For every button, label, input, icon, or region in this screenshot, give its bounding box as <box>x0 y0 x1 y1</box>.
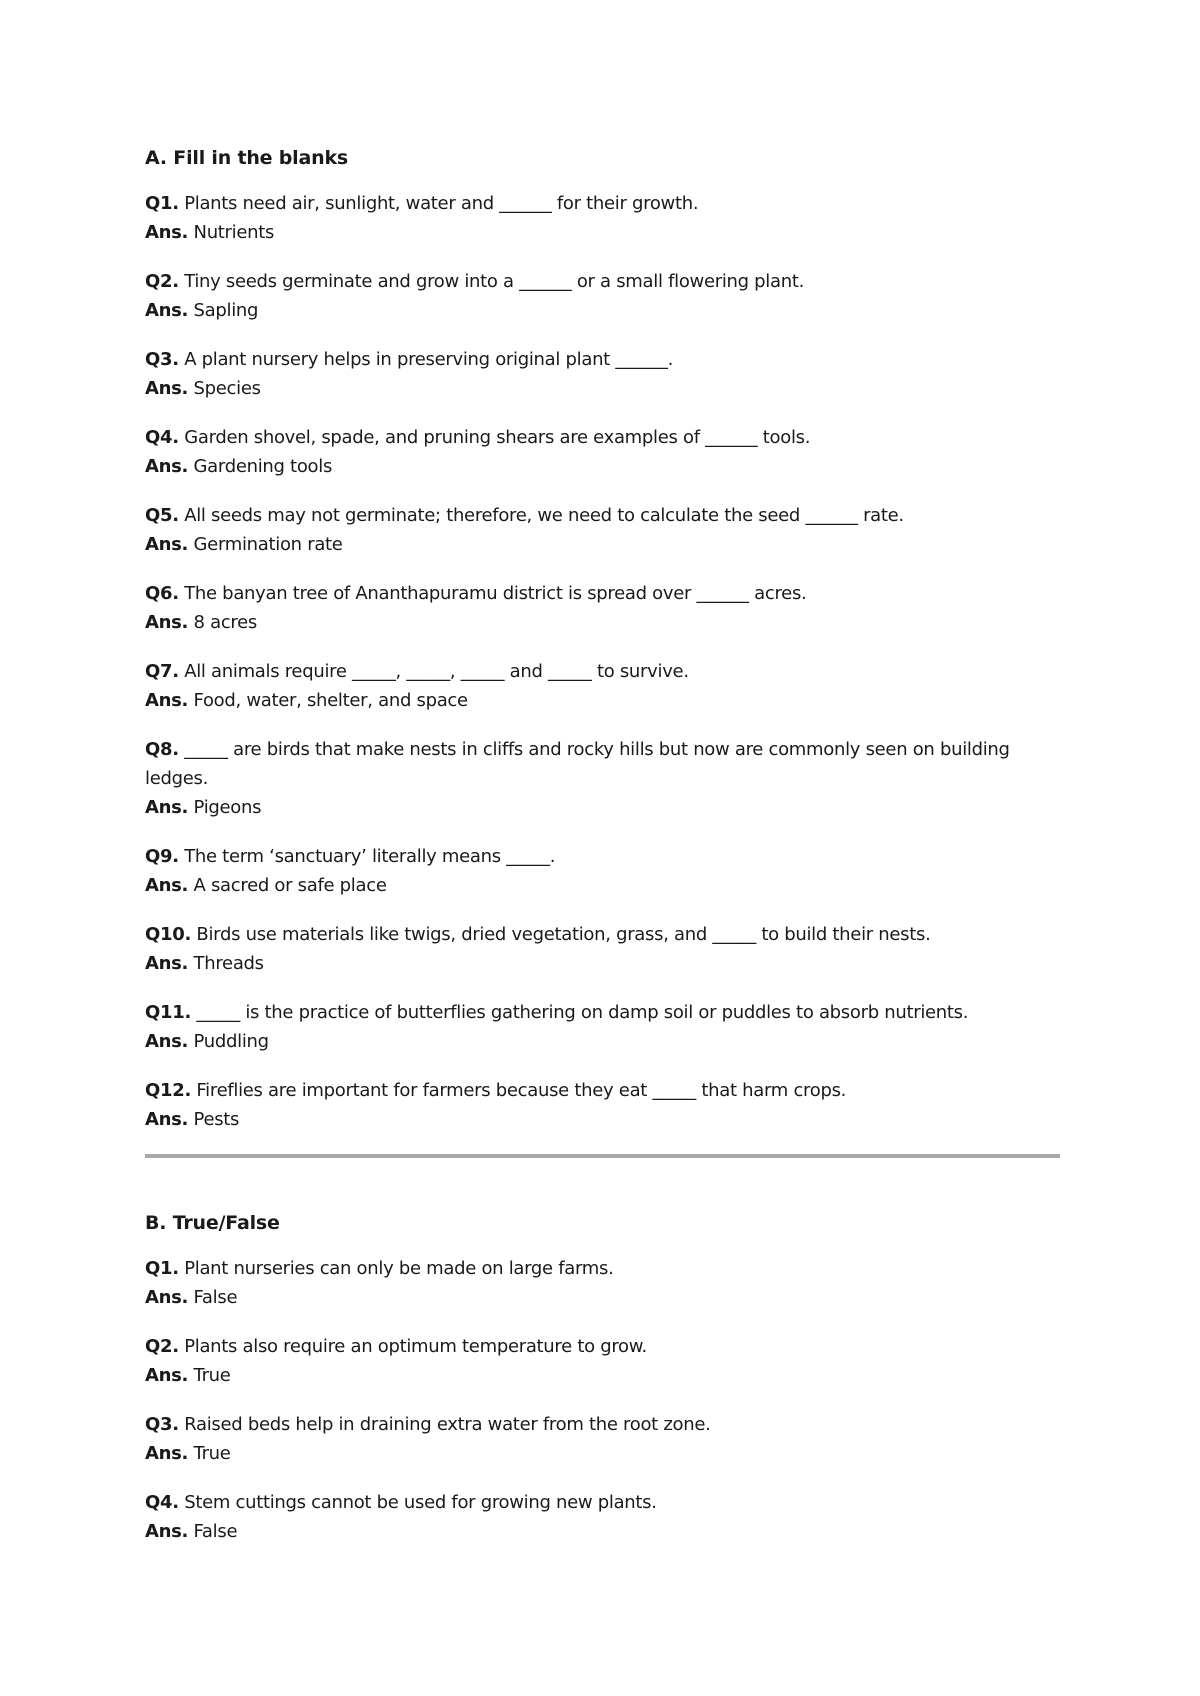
question-line <box>145 189 1060 218</box>
question-item <box>145 842 1060 900</box>
answer-line <box>145 871 1060 900</box>
answer-line <box>145 1105 1060 1134</box>
answer-label: Ans. <box>145 456 189 477</box>
question-line <box>145 735 1060 793</box>
question-label: Q1. <box>145 193 179 214</box>
question-line <box>145 1076 1060 1105</box>
question-label: Q6. <box>145 583 179 604</box>
question-item <box>145 189 1060 247</box>
answer-line <box>145 949 1060 978</box>
answer-line <box>145 608 1060 637</box>
question-item <box>145 657 1060 715</box>
answer-label: Ans. <box>145 1521 189 1542</box>
answer-text: True <box>193 1365 231 1386</box>
answer-line <box>145 686 1060 715</box>
section-title: B. True/False <box>145 1212 280 1234</box>
answer-label: Ans. <box>145 1031 189 1052</box>
question-line <box>145 423 1060 452</box>
answer-line <box>145 793 1060 822</box>
question-label: Q3. <box>145 349 179 370</box>
question-item <box>145 735 1060 822</box>
question-label: Q4. <box>145 427 179 448</box>
question-text: Birds use materials like twigs, dried vegetation, grass, and _____ to build their nests. <box>196 924 931 945</box>
answer-text: Pigeons <box>193 797 262 818</box>
answer-label: Ans. <box>145 1287 189 1308</box>
answer-text: True <box>193 1443 231 1464</box>
question-text: Raised beds help in draining extra water from the root zone. <box>184 1414 711 1435</box>
answer-line <box>145 218 1060 247</box>
question-label: Q12. <box>145 1080 191 1101</box>
answer-label: Ans. <box>145 1365 189 1386</box>
answer-line <box>145 1283 1060 1312</box>
question-line <box>145 1488 1060 1517</box>
question-label: Q11. <box>145 1002 191 1023</box>
question-text: Fireflies are important for farmers because they eat _____ that harm crops. <box>196 1080 847 1101</box>
question-label: Q7. <box>145 661 179 682</box>
answer-text: Pests <box>193 1109 240 1130</box>
question-label: Q1. <box>145 1258 179 1279</box>
answer-label: Ans. <box>145 378 189 399</box>
answer-text: Food, water, shelter, and space <box>193 690 468 711</box>
answer-label: Ans. <box>145 875 189 896</box>
question-item <box>145 579 1060 637</box>
question-line <box>145 1332 1060 1361</box>
answer-line <box>145 1517 1060 1546</box>
answer-text: False <box>193 1287 238 1308</box>
question-text: A plant nursery helps in preserving original plant ______. <box>184 349 673 370</box>
question-text: Plants need air, sunlight, water and ______ for their growth. <box>184 193 699 214</box>
answer-text: 8 acres <box>193 612 257 633</box>
question-item <box>145 423 1060 481</box>
section-true-false <box>145 1212 1060 1546</box>
question-label: Q4. <box>145 1492 179 1513</box>
question-text: The banyan tree of Ananthapuramu district is spread over ______ acres. <box>184 583 807 604</box>
question-text: Stem cuttings cannot be used for growing new plants. <box>184 1492 657 1513</box>
question-label: Q8. <box>145 739 179 760</box>
question-text: Plant nurseries can only be made on large farms. <box>184 1258 614 1279</box>
answer-label: Ans. <box>145 300 189 321</box>
answer-text: Species <box>193 378 261 399</box>
answer-label: Ans. <box>145 534 189 555</box>
question-line <box>145 657 1060 686</box>
answer-line <box>145 452 1060 481</box>
answer-text: Gardening tools <box>193 456 333 477</box>
question-text: _____ are birds that make nests in cliffs and rocky hills but now are commonly seen on building ledges. <box>145 739 1010 789</box>
document-page <box>145 147 1060 1566</box>
answer-line <box>145 1439 1060 1468</box>
question-line <box>145 998 1060 1027</box>
question-item <box>145 1254 1060 1312</box>
question-text: All seeds may not germinate; therefore, we need to calculate the seed ______ rate. <box>184 505 904 526</box>
question-text: _____ is the practice of butterflies gathering on damp soil or puddles to absorb nutrients. <box>196 1002 969 1023</box>
answer-line <box>145 296 1060 325</box>
question-line <box>145 1254 1060 1283</box>
answer-line <box>145 530 1060 559</box>
answer-text: Puddling <box>193 1031 269 1052</box>
question-item <box>145 998 1060 1056</box>
answer-line <box>145 1361 1060 1390</box>
question-text: All animals require _____, _____, _____ and _____ to survive. <box>184 661 689 682</box>
question-label: Q9. <box>145 846 179 867</box>
section-fill-in-the-blanks <box>145 147 1060 1134</box>
answer-text: A sacred or safe place <box>193 875 387 896</box>
question-text: Tiny seeds germinate and grow into a ______ or a small flowering plant. <box>184 271 805 292</box>
answer-label: Ans. <box>145 1109 189 1130</box>
answer-text: Sapling <box>193 300 259 321</box>
question-line <box>145 345 1060 374</box>
question-line <box>145 920 1060 949</box>
question-label: Q2. <box>145 271 179 292</box>
question-line <box>145 267 1060 296</box>
answer-text: Threads <box>193 953 264 974</box>
question-label: Q3. <box>145 1414 179 1435</box>
answer-text: False <box>193 1521 238 1542</box>
answer-label: Ans. <box>145 797 189 818</box>
answer-label: Ans. <box>145 222 189 243</box>
answer-label: Ans. <box>145 690 189 711</box>
question-line <box>145 842 1060 871</box>
question-text: The term ‘sanctuary’ literally means _____. <box>184 846 556 867</box>
question-label: Q10. <box>145 924 191 945</box>
answer-text: Germination rate <box>193 534 343 555</box>
section-divider <box>145 1154 1060 1158</box>
answer-line <box>145 1027 1060 1056</box>
question-label: Q2. <box>145 1336 179 1357</box>
question-text: Plants also require an optimum temperature to grow. <box>184 1336 647 1357</box>
question-line <box>145 1410 1060 1439</box>
answer-line <box>145 374 1060 403</box>
answer-label: Ans. <box>145 953 189 974</box>
section-title: A. Fill in the blanks <box>145 147 348 169</box>
question-item <box>145 1488 1060 1546</box>
question-item <box>145 1410 1060 1468</box>
question-label: Q5. <box>145 505 179 526</box>
question-item <box>145 267 1060 325</box>
question-item <box>145 1332 1060 1390</box>
answer-label: Ans. <box>145 1443 189 1464</box>
question-item <box>145 1076 1060 1134</box>
answer-text: Nutrients <box>193 222 275 243</box>
question-line <box>145 579 1060 608</box>
question-item <box>145 345 1060 403</box>
answer-label: Ans. <box>145 612 189 633</box>
question-item <box>145 920 1060 978</box>
question-text: Garden shovel, spade, and pruning shears are examples of ______ tools. <box>184 427 811 448</box>
question-line <box>145 501 1060 530</box>
question-item <box>145 501 1060 559</box>
